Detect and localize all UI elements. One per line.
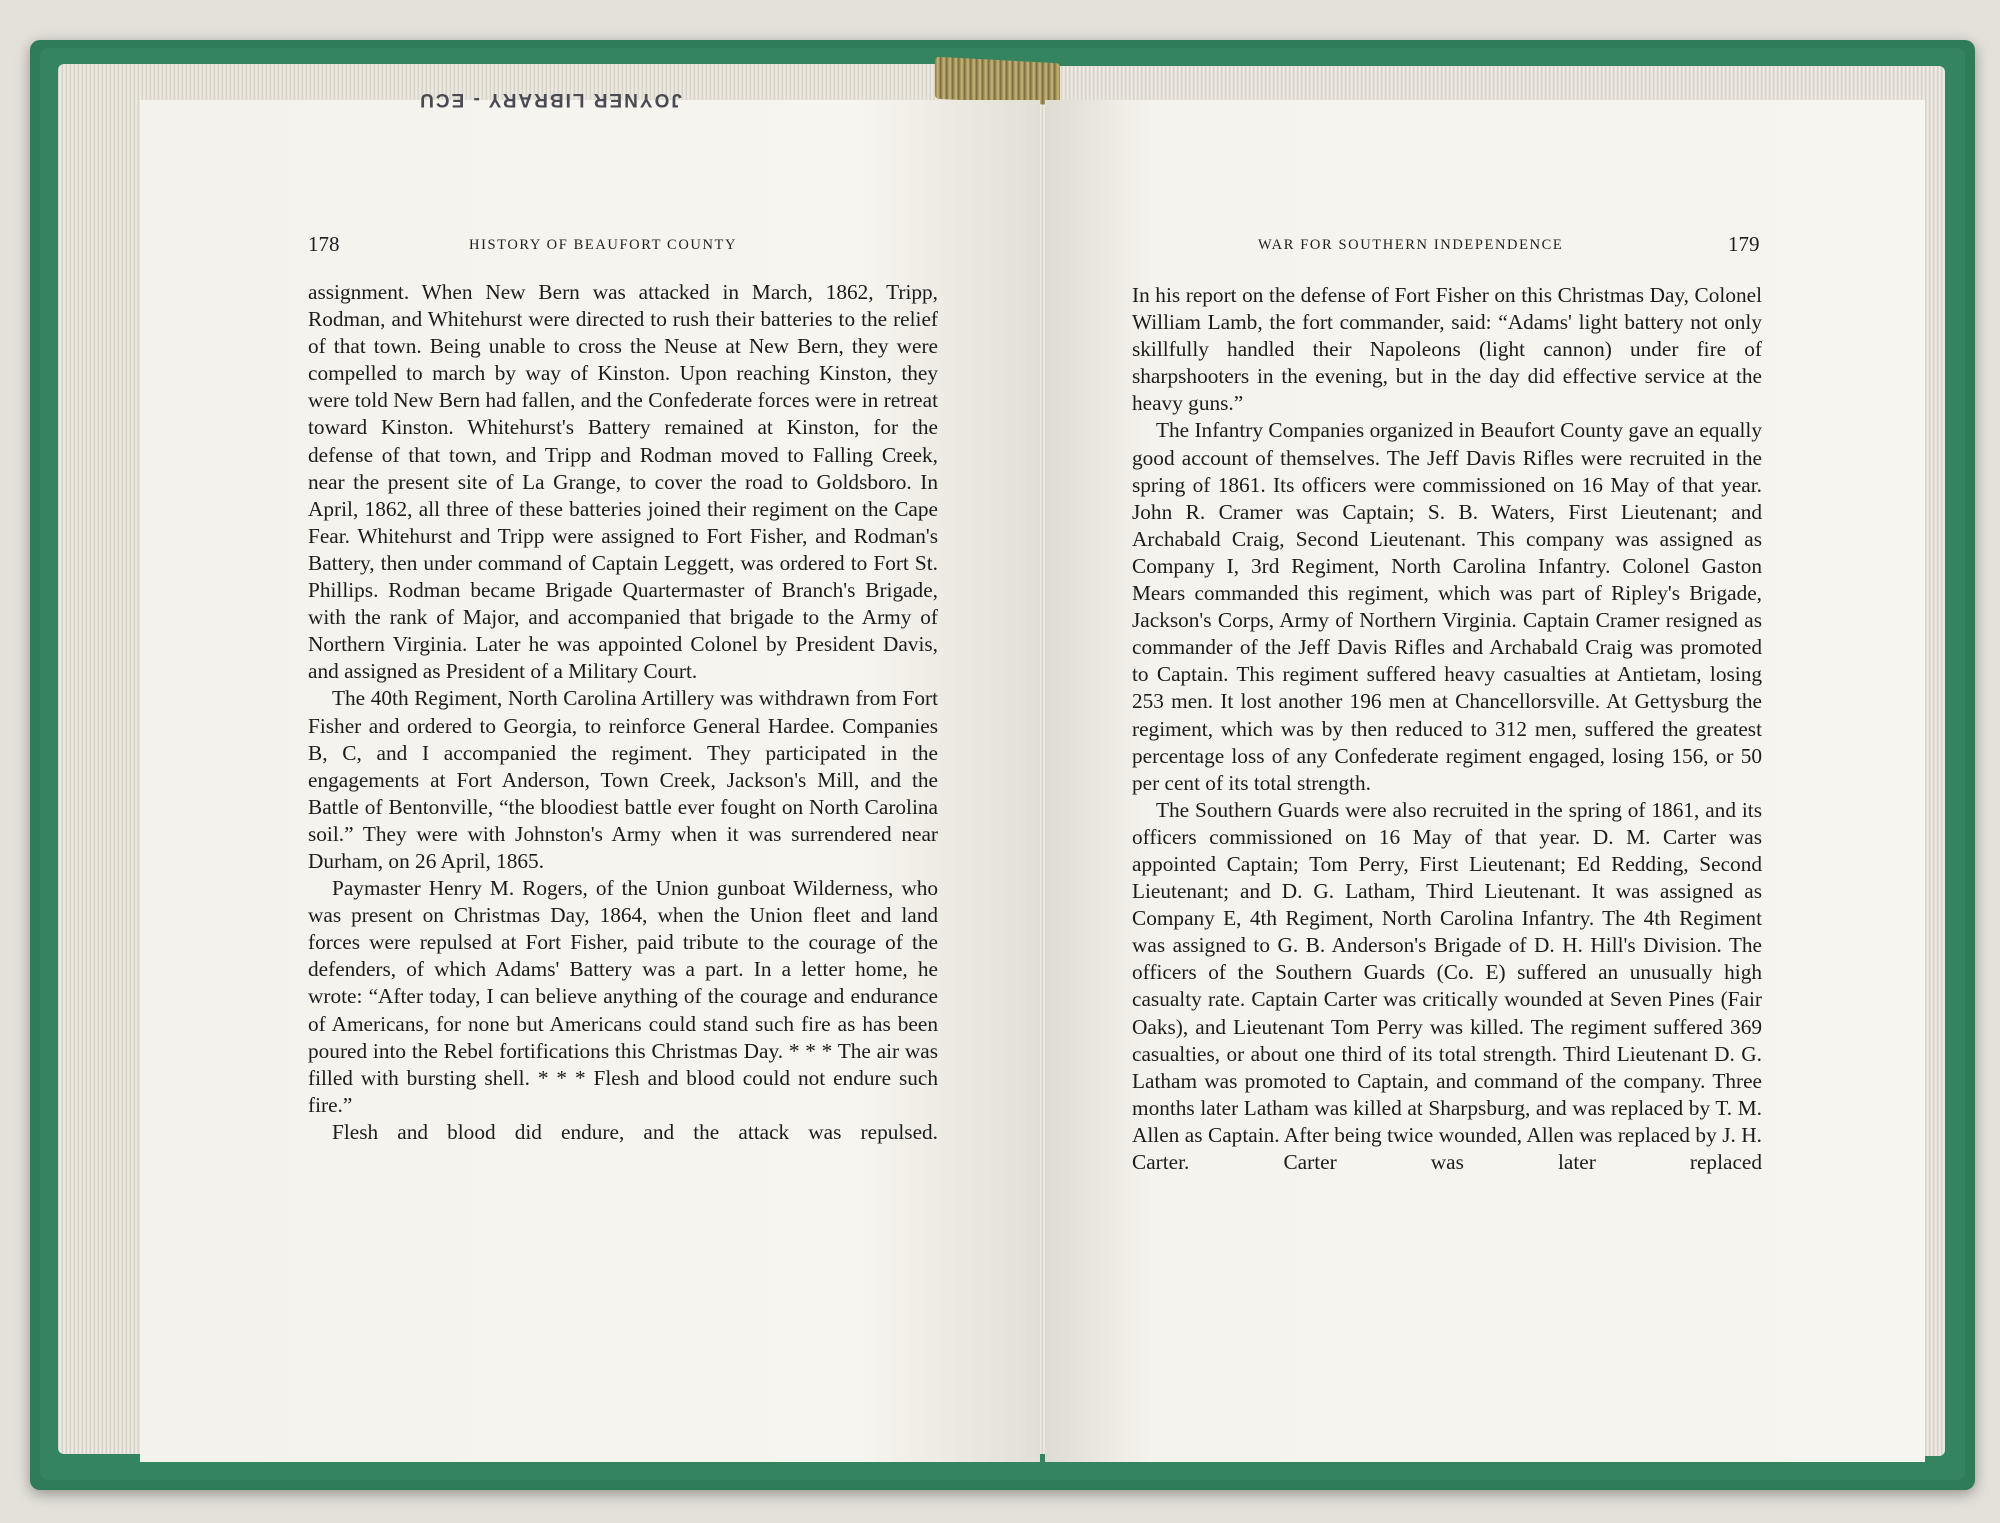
right-paragraph-3: The Southern Guards were also recruited in the spring of 1861, and its officers commissioned on 16 May of that year. D. M. Carter was appointed Captain; Tom Perry, First Lieutenant; Ed Redding, Second Lieutenant; and D. G. Latham, Third Lieutenant. It was assigned as Company E, 4th Regiment, North Carolina Infantry. The 4th Regiment was assigned to G. B. Anderson's Brigade of D. H. Hill's Division. The officers of the Southern Guards (Co. E) suffered an unusually high casualty rate. Captain Carter was critically wounded at Seven Pines (Fair Oaks), and Lieutenant Tom Perry was killed. The regiment suffered 369 casualties, or about one third of its total strength. Third Lieutenant D. G. Latham was promoted to Captain, and command of the company. Three months later Latham was killed at Sharpsburg, and was replaced by T. M. Allen as Captain. After being twice wounded, Allen was replaced by J. H. Carter. Carter was later replaced (1132, 797, 1762, 1174)
left-paragraph-4: Flesh and blood did endure, and the attack was repulsed. (332, 1119, 938, 1144)
spine-headband (935, 57, 1060, 106)
left-paragraph-3: Paymaster Henry M. Rogers, of the Union gunboat Wilderness, who was present on Christmas Day, 1864, when the Union fleet and land forces were repulsed at Fort Fisher, paid tribute to the courage of the defenders, of which Adams' Battery was a part. In a letter home, he wrote: “After today, I can believe anything of the courage and endurance of Americans, for none but Americans could stand such fire as has been poured into the Rebel fortifications this Christmas Day. * * * The air was filled with bursting shell. * * * Flesh and blood could not endure such fire.” (308, 876, 938, 1117)
left-paragraph-1: assignment. When New Bern was attacked in March, 1862, Tripp, Rodman, and Whitehurst were directed to rush their batteries to the relief of that town. Being unable to cross the Neuse at New Bern, they were compelled to march by way of Kinston. Upon reaching Kinston, they were told New Bern had fallen, and the Confederate forces were in retreat toward Kinston. Whitehurst's Battery remained at Kinston, for the defense of that town, and Tripp and Rodman moved to Falling Creek, near the present site of La Grange, to cover the road to Goldsboro. In April, 1862, all three of these batteries joined their regiment on the Cape Fear. Whitehurst and Tripp were assigned to Fort Fisher, and Rodman's Battery, then under command of Captain Leggett, was ordered to Fort St. Phillips. Rodman became Brigade Quartermaster of Branch's Brigade, with the rank of Major, and accompanied that brigade to the Army of Northern Virginia. Later he was appointed Colonel by President Davis, and assigned as President of a Military Court. (308, 280, 938, 684)
right-paragraph-2: The Infantry Companies organized in Beaufort County gave an equally good account of themselves. The Jeff Davis Rifles were recruited in the spring of 1861. Its officers were commissioned on 16 May of that year. John R. Cramer was Captain; S. B. Waters, First Lieutenant; and Archabald Craig, Second Lieutenant. This company was assigned as Company I, 3rd Regiment, North Carolina Infantry. Colonel Gaston Mears commanded this regiment, which was part of Ripley's Brigade, Jackson's Corps, Army of Northern Virginia. Captain Cramer resigned as commander of the Jeff Davis Rifles and Archabald Craig was promoted to Captain. This regiment suffered heavy casualties at Antietam, losing 253 men. It lost another 196 men at Chancellorsville. At Gettysburg the regiment, which was by then reduced to 312 men, suffered the greatest percentage loss of any Confederate regiment engaged, losing 156, or 50 per cent of its total strength. (1132, 418, 1762, 795)
left-running-head: HISTORY OF BEAUFORT COUNTY (469, 237, 738, 253)
right-page-body (1132, 282, 1762, 1176)
right-paragraph-1: In his report on the defense of Fort Fisher on this Christmas Day, Colonel William Lamb, the fort commander, said: “Adams' light battery not only skillfully handled their Napoleons (light cannon) under fire of sharpshooters in the evening, but in the day did effective service at the heavy guns.” (1132, 283, 1762, 416)
left-paragraph-2: The 40th Regiment, North Carolina Artillery was withdrawn from Fort Fisher and ordered to Georgia, to reinforce General Hardee. Companies B, C, and I accompanied the regiment. They participated in the engagements at Fort Anderson, Town Creek, Jackson's Mill, and the Battle of Bentonville, “the bloodiest battle ever fought on North Carolina soil.” They were with Johnston's Army when it was surrendered near Durham, on 26 April, 1865. (308, 686, 938, 873)
right-page-number: 179 (1728, 232, 1760, 256)
right-running-head: WAR FOR SOUTHERN INDEPENDENCE (1258, 237, 1564, 253)
left-page-number: 178 (308, 232, 340, 256)
left-page-body (308, 279, 938, 1146)
library-stamp: JOYNER LIBRARY - ECU (418, 89, 682, 110)
